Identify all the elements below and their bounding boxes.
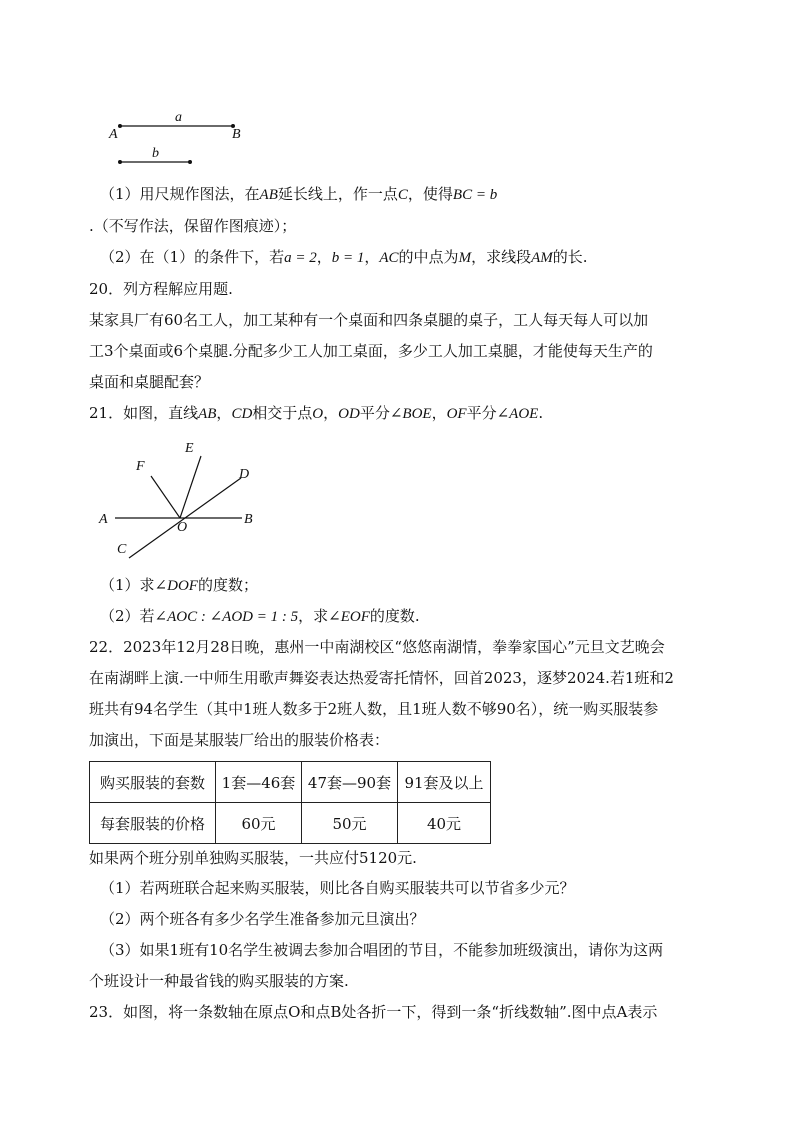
q22-part3-line1: （3）如果1班有10名学生被调去参加合唱团的节目，不能参加班级演出，请你为这两 [100,941,664,959]
q22-line5: 如果两个班分别单独购买服装，一共应付5120元. [89,849,417,867]
label-B: B [232,127,241,142]
table-cell: 50元 [302,803,398,844]
q22-part2: （2）两个班各有多少名学生准备参加元旦演出？ [100,910,425,928]
table-row [90,803,491,844]
table-row [90,762,491,803]
q21-part2: （2）若∠AOC : ∠AOD = 1 : 5，求∠EOF的度数. [100,607,420,625]
table-cell: 每套服装的价格 [90,803,216,844]
label-E: E [185,441,194,456]
point-b-end [188,160,192,164]
table-cell: 60元 [216,803,302,844]
angle-figure [95,432,270,567]
q22-line1: 22．2023年12月28日晚，惠州一中南湖校区“悠悠南湖情，拳拳家国心”元旦文艺晚会 [89,638,665,656]
q19-part1-note: .（不写作法，保留作图痕迹）； [89,217,297,235]
segment-figure [100,105,260,170]
label-D: D [239,467,250,482]
label-O: O [177,520,188,535]
q20-line3: 桌面和桌腿配套？ [89,373,210,391]
q22-part3-line2: 个班设计一种最省钱的购买服装的方案. [89,972,349,990]
q22-part1: （1）若两班联合起来购买服装，则比各自购买服装共可以节省多少元？ [100,879,575,897]
label-C: C [117,542,127,557]
q22-line2: 在南湖畔上演.一中师生用歌声舞姿表达热爱寄托情怀，回首2023，逐梦2024.若1班和2 [89,669,674,687]
label-b: b [152,146,159,161]
label-A: A [99,512,108,527]
q22-line4: 加演出，下面是某服装厂给出的服装价格表： [89,731,390,749]
table-cell: 47套—90套 [302,762,398,803]
table-cell: 1套—46套 [216,762,302,803]
label-F: F [136,459,145,474]
q20-line1: 某家具厂有60名工人，加工某种有一个桌面和四条桌腿的桌子，工人每天每人可以加 [89,311,649,329]
q23-line1: 23．如图，将一条数轴在原点O和点B处各折一下，得到一条“折线数轴”.图中点A表示 [89,1003,658,1021]
label-a: a [175,110,182,125]
q21-stem: 21．如图，直线AB，CD相交于点O，OD平分∠BOE，OF平分∠AOE. [89,404,544,422]
point-a-start [118,124,122,128]
label-A: A [109,127,118,142]
q20-title: 20．列方程解应用题. [89,280,233,298]
q19-part2: （2）在（1）的条件下，若a = 2，b = 1，AC的中点为M，求线段AM的长. [100,248,588,266]
ray-OF [151,476,180,518]
q19-part1: （1）用尺规作图法，在AB延长线上，作一点C，使得BC = b [100,185,498,203]
q21-part1: （1）求∠DOF的度数； [100,576,258,594]
label-B: B [244,512,253,527]
price-table [89,761,491,844]
table-cell: 购买服装的套数 [90,762,216,803]
q20-line2: 工3个桌面或6个桌腿.分配多少工人加工桌面，多少工人加工桌腿，才能使每天生产的 [89,342,653,360]
point-b-start [118,160,122,164]
q22-line3: 班共有94名学生（其中1班人数多于2班人数，且1班人数不够90名），统一购买服装参 [89,700,659,718]
table-cell: 40元 [398,803,491,844]
table-cell: 91套及以上 [398,762,491,803]
